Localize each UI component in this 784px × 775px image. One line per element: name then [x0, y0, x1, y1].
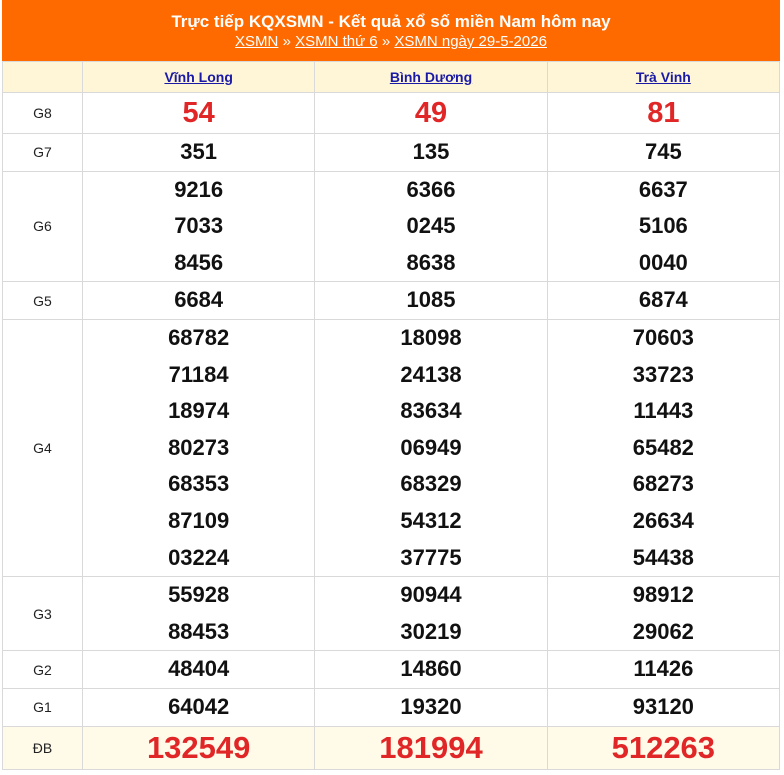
result-cell [315, 651, 547, 689]
result-number: 132549 [146, 729, 251, 765]
province-header [315, 62, 547, 93]
result-cell [315, 319, 547, 576]
result-cell [83, 319, 315, 576]
result-number: 88453 [168, 618, 230, 644]
result-cell [83, 134, 315, 172]
result-number: 512263 [611, 729, 716, 765]
result-number: 80273 [168, 434, 230, 460]
result-number: 18098 [400, 324, 462, 350]
result-cell [83, 726, 315, 769]
result-number: 745 [644, 139, 682, 164]
breadcrumb [2, 32, 780, 51]
header-banner [2, 0, 780, 61]
result-number: 29062 [632, 618, 694, 644]
result-number: 0040 [638, 249, 688, 275]
result-number: 135 [412, 139, 450, 164]
result-number: 8638 [406, 249, 456, 275]
result-number: 70603 [632, 324, 694, 350]
result-number: 18974 [168, 398, 230, 424]
result-number: 68329 [400, 471, 462, 497]
result-cell [547, 651, 779, 689]
result-number: 26634 [632, 507, 694, 533]
result-cell [547, 282, 779, 320]
result-cell [83, 282, 315, 320]
result-number: 87109 [168, 507, 230, 533]
prize-row [3, 726, 780, 769]
prize-label: G7 [3, 134, 83, 172]
result-cell [315, 577, 547, 651]
table-header-row [3, 62, 780, 93]
province-link-tra-vinh[interactable]: Trà Vinh [635, 69, 691, 85]
result-number: 55928 [168, 582, 230, 608]
result-cell [83, 93, 315, 134]
results-table [2, 61, 780, 770]
result-cell [547, 319, 779, 576]
result-number: 14860 [400, 656, 462, 682]
province-header [547, 62, 779, 93]
result-number: 1085 [406, 287, 456, 313]
result-number: 30219 [400, 618, 462, 644]
result-number: 5106 [638, 213, 688, 239]
prize-row [3, 171, 780, 282]
result-number: 11443 [633, 398, 694, 424]
prize-row [3, 688, 780, 726]
result-cell [547, 688, 779, 726]
prize-row [3, 319, 780, 576]
result-cell [547, 577, 779, 651]
result-number: 71184 [168, 361, 229, 387]
result-cell [315, 93, 547, 134]
prize-row [3, 282, 780, 320]
result-cell [315, 282, 547, 320]
result-number: 33723 [632, 361, 694, 387]
breadcrumb-separator: » [282, 33, 291, 50]
prize-label: G8 [3, 93, 83, 134]
result-cell [83, 577, 315, 651]
result-cell [315, 171, 547, 282]
breadcrumb-separator: » [381, 33, 391, 50]
prize-label: G6 [3, 171, 83, 282]
result-number: 8456 [174, 249, 224, 275]
result-number: 81 [647, 97, 680, 129]
result-number: 98912 [632, 582, 694, 608]
prize-row [3, 577, 780, 651]
result-number: 65482 [632, 434, 694, 460]
result-number: 64042 [168, 693, 230, 719]
prize-label: G2 [3, 651, 83, 689]
result-number: 181994 [379, 729, 483, 765]
result-number: 9216 [174, 176, 224, 202]
result-number: 83634 [400, 398, 462, 424]
result-number: 54 [182, 97, 215, 129]
result-number: 6874 [638, 287, 688, 313]
result-cell [83, 688, 315, 726]
prize-label: G5 [3, 282, 83, 320]
result-number: 49 [414, 97, 448, 129]
breadcrumb-xsmn-thu-6[interactable]: XSMN thứ 6 [295, 33, 378, 50]
result-cell [315, 688, 547, 726]
prize-label: G4 [3, 319, 83, 576]
result-number: 54438 [632, 544, 694, 570]
result-number: 06949 [400, 434, 462, 460]
result-number: 03224 [168, 544, 230, 570]
result-number: 68273 [632, 471, 694, 497]
province-header [83, 62, 315, 93]
result-number: 6366 [406, 176, 456, 202]
result-number: 93120 [632, 693, 694, 719]
result-number: 6637 [638, 176, 688, 202]
result-number: 0245 [406, 213, 456, 239]
page-title: Trực tiếp KQXSMN - Kết quả xổ số miền Nam hôm nay [171, 12, 611, 31]
prize-row [3, 134, 780, 172]
result-number: 351 [180, 139, 218, 164]
result-cell [547, 134, 779, 172]
prize-row [3, 93, 780, 134]
result-number: 54312 [400, 507, 462, 533]
result-number: 68353 [168, 471, 230, 497]
result-number: 37775 [400, 544, 462, 570]
result-number: 11426 [633, 656, 694, 682]
result-cell [547, 93, 779, 134]
result-cell [547, 726, 779, 769]
result-cell [547, 171, 779, 282]
breadcrumb-xsmn[interactable]: XSMN [235, 33, 279, 50]
corner-cell [3, 62, 83, 93]
prize-row [3, 651, 780, 689]
result-cell [83, 651, 315, 689]
results-page [2, 0, 780, 770]
province-link-binh-duong[interactable]: Bình Dương [389, 69, 473, 85]
result-number: 6684 [174, 287, 224, 313]
result-number: 68782 [168, 324, 230, 350]
prize-label: G3 [3, 577, 83, 651]
result-cell [315, 134, 547, 172]
province-link-vinh-long[interactable]: Vĩnh Long [164, 69, 233, 85]
result-number: 7033 [174, 213, 224, 239]
prize-label: G1 [3, 688, 83, 726]
result-number: 48404 [168, 656, 230, 682]
result-number: 19320 [400, 693, 462, 719]
result-cell [315, 726, 547, 769]
breadcrumb-xsmn-date[interactable]: XSMN ngày 29-5-2026 [394, 33, 547, 50]
result-number: 24138 [400, 361, 462, 387]
prize-label: ĐB [3, 726, 83, 769]
result-number: 90944 [400, 582, 462, 608]
result-cell [83, 171, 315, 282]
